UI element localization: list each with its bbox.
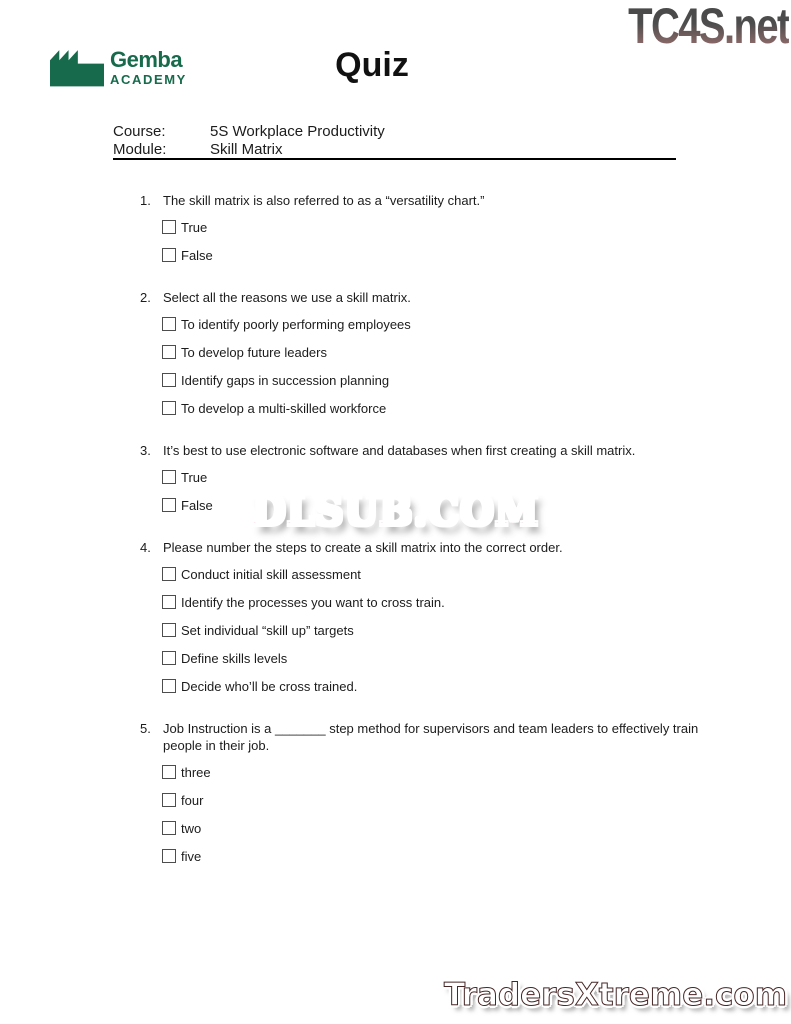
option-row[interactable] (162, 849, 740, 863)
header-divider (113, 158, 676, 160)
watermark-top-right: TC4S.net (628, 0, 789, 54)
checkbox[interactable] (162, 470, 176, 484)
question-number: 4. (140, 540, 151, 555)
option-row[interactable] (162, 679, 740, 693)
option-label: two (181, 820, 202, 836)
question-5 (140, 720, 740, 863)
option-label: Identify gaps in succession planning (181, 372, 390, 388)
option-label: False (181, 497, 213, 513)
checkbox[interactable] (162, 373, 176, 387)
checkbox[interactable] (162, 595, 176, 609)
question-text: Select all the reasons we use a skill matrix. (163, 290, 411, 305)
question-text: The skill matrix is also referred to as a “versatility chart.” (163, 193, 485, 208)
option-row[interactable] (162, 793, 740, 807)
option-label: To develop a multi-skilled workforce (181, 400, 387, 416)
option-row[interactable] (162, 401, 740, 415)
page-title: Quiz (335, 46, 409, 84)
question-number: 3. (140, 443, 151, 458)
checkbox[interactable] (162, 345, 176, 359)
checkbox[interactable] (162, 849, 176, 863)
question-number: 5. (140, 721, 151, 736)
option-label: five (181, 848, 202, 864)
module-label: Module: (113, 140, 167, 158)
course-label: Course: (113, 123, 166, 140)
checkbox[interactable] (162, 623, 176, 637)
checkbox[interactable] (162, 248, 176, 262)
checkbox[interactable] (162, 821, 176, 835)
course-module-block (113, 123, 676, 158)
module-value: Skill Matrix (210, 140, 283, 158)
option-label: To develop future leaders (181, 344, 327, 360)
question-number: 1. (140, 193, 151, 208)
question-text: Job Instruction is a _______ step method for supervisors and team leaders to effectively train people in their job. (163, 721, 699, 753)
checkbox[interactable] (162, 651, 176, 665)
logo-name: Gemba (110, 46, 183, 72)
checkbox[interactable] (162, 793, 176, 807)
course-row (113, 123, 676, 141)
option-label: Define skills levels (181, 650, 288, 666)
option-row[interactable] (162, 651, 740, 665)
option-row[interactable] (162, 567, 740, 581)
option-row[interactable] (162, 821, 740, 835)
question-number: 2. (140, 290, 151, 305)
question-1 (140, 192, 740, 262)
checkbox[interactable] (162, 498, 176, 512)
option-label: Decide who’ll be cross trained. (181, 678, 358, 694)
option-label: True (181, 219, 208, 235)
option-label: True (181, 469, 208, 485)
option-row[interactable] (162, 345, 740, 359)
option-label: Identify the processes you want to cross train. (181, 594, 445, 610)
option-label: To identify poorly performing employees (181, 316, 411, 332)
option-row[interactable] (162, 373, 740, 387)
option-row[interactable] (162, 470, 740, 484)
option-row[interactable] (162, 595, 740, 609)
module-row (113, 141, 676, 159)
option-row[interactable] (162, 317, 740, 331)
question-text: Please number the steps to create a skill matrix into the correct order. (163, 540, 563, 555)
checkbox[interactable] (162, 567, 176, 581)
option-row[interactable] (162, 248, 740, 262)
checkbox[interactable] (162, 220, 176, 234)
checkbox[interactable] (162, 679, 176, 693)
watermark-middle: DLSUB.COM (252, 487, 540, 536)
option-row[interactable] (162, 220, 740, 234)
option-row[interactable] (162, 623, 740, 637)
checkbox[interactable] (162, 765, 176, 779)
question-2 (140, 289, 740, 415)
option-row[interactable] (162, 765, 740, 779)
option-label: Set individual “skill up” targets (181, 622, 354, 638)
question-text: It’s best to use electronic software and databases when first creating a skill matrix. (163, 443, 636, 458)
option-label: False (181, 247, 213, 263)
checkbox[interactable] (162, 401, 176, 415)
question-list (140, 192, 740, 890)
course-value: 5S Workplace Productivity (210, 123, 385, 140)
option-label: Conduct initial skill assessment (181, 566, 361, 582)
option-label: three (181, 764, 211, 780)
checkbox[interactable] (162, 317, 176, 331)
logo-subname: ACADEMY (110, 71, 187, 87)
watermark-bottom-right: TradersXtreme.com (443, 977, 787, 1013)
question-4 (140, 539, 740, 693)
option-label: four (181, 792, 204, 808)
